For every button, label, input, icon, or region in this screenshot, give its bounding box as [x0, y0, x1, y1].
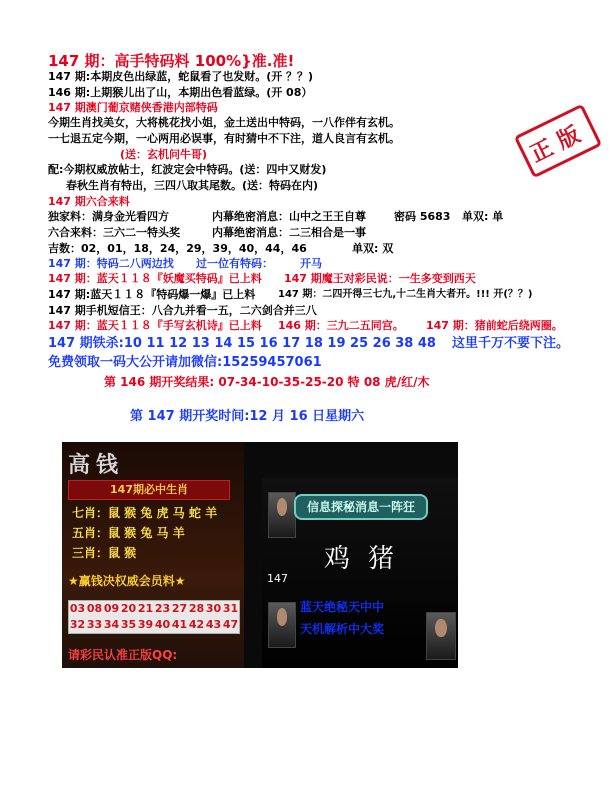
ribbon: 147期必中生肖: [68, 480, 230, 500]
text-line: 内幕绝密消息：二三相合是一事: [212, 226, 366, 239]
authentic-stamp: 正版: [514, 104, 602, 179]
text-line: 单双: 双: [352, 242, 394, 255]
text-line: 吉数：02，01，18，24，29，39，40，44，46: [48, 242, 307, 255]
qq-text: 请彩民认准正版QQ:: [68, 648, 178, 662]
number-cell: 34: [103, 618, 120, 631]
text-line: 146 期：三九二五同宫。: [278, 319, 404, 332]
number-cell: 39: [137, 618, 154, 631]
text-line: 开马: [300, 257, 322, 270]
number-cell: 28: [188, 602, 205, 615]
text-line: 147 期魔王对彩民说：一生多变到西天: [284, 272, 476, 285]
text-line: 第 147 期开奖时间:12 月 16 日星期六: [130, 409, 365, 424]
number-cell: 32: [69, 618, 86, 631]
text-line: 147 期铁杀:10 11 12 13 14 15 16 17 18 19 25 26 38 48: [48, 336, 436, 351]
left-title: 高钱: [68, 453, 125, 478]
text-line: 密码 5683: [394, 210, 451, 223]
zodiac-row: 七肖：鼠 猴 兔 虎 马 蛇 羊: [72, 506, 218, 520]
number-cell: 23: [154, 602, 171, 615]
number-cell: 42: [188, 618, 205, 631]
text-line: 今期生肖找美女，大将桃花找小姐，金土送出中特码，一八作伴有玄机。: [48, 116, 400, 129]
number-cell: 31: [222, 602, 239, 615]
number-cell: 30: [205, 602, 222, 615]
number-cell: 27: [171, 602, 188, 615]
text-line: 147 期：蓝天１１８『手写玄机诗』已上料: [48, 319, 262, 332]
number-cell: 09: [103, 602, 120, 615]
text-line: 过一位有特码：: [196, 257, 273, 270]
right-banner: 信息探秘消息一阵狂: [294, 494, 428, 520]
number-grid: [68, 600, 240, 634]
portrait: [268, 602, 296, 648]
text-line: 147 期：蓝天１１８『妖魔买特码』已上料: [48, 272, 262, 285]
text-line: (送：玄机问牛哥): [120, 148, 208, 161]
text-line: 独家料：满身金光看四方: [48, 210, 169, 223]
text-line: 内幕绝密消息：山中之王王自尊: [212, 210, 366, 223]
poem-line: 蓝天绝秘天中中: [300, 600, 385, 614]
zodiac-row: 三肖：鼠 猴: [72, 546, 137, 560]
number-cell: 03: [69, 602, 86, 615]
text-line: 六合来料：三六二一特头奖: [48, 226, 180, 239]
text-line: 147 期:蓝天１１８『特码爆一爆』已上料: [48, 288, 256, 301]
zodiac-row: 五肖：鼠 猴 兔 马 羊: [72, 526, 185, 540]
number-cell: 20: [120, 602, 137, 615]
left-panel: [62, 442, 244, 668]
poem-line: 天机解析中大奖: [300, 622, 385, 636]
issue-number: 147: [267, 572, 288, 585]
portrait: [426, 612, 456, 660]
number-cell: 43: [205, 618, 222, 631]
number-cell: 35: [120, 618, 137, 631]
text-line: 单双: 单: [462, 210, 504, 223]
text-line: 147 期：猪前蛇后绕两圈。: [426, 319, 563, 332]
number-cell: 41: [171, 618, 188, 631]
member-banner: ★赢钱决权威会员料★: [68, 574, 186, 588]
text-line: 147 期手机短信王：八合九并看一五，二六剑合并三八: [48, 304, 317, 317]
section-heading: 147 期六合来料: [48, 195, 130, 208]
page-title: 147 期：高手特码料 100%}准.准!: [48, 52, 295, 70]
number-cell: 47: [222, 618, 239, 631]
text-line: 配:今期权威放帖士，红波定会中特码。(送：四中又财发): [48, 163, 327, 176]
text-line: 免费领取一码大公开请加微信:15259457061: [48, 355, 322, 370]
zodiac-pick: 鸡猪: [324, 544, 413, 574]
text-line: 第 146 期开奖结果: 07-34-10-35-25-20 特 08 虎/红/木: [104, 375, 430, 389]
number-cell: 21: [137, 602, 154, 615]
text-line: 春秋生肖有特出，三四八取其尾数。(送：特码在内): [66, 179, 319, 192]
text-line: 147 期：二四开得三七九,十二生肖大者开。!!! 开(？？): [278, 289, 533, 300]
text-line: 146 期:上期猴儿出了山，本期出色看蓝绿。(开 08）: [48, 86, 313, 99]
section-heading: 147 期澳门葡京赌侠香港内部特码: [48, 101, 218, 114]
promo-image: [62, 442, 458, 668]
text-line: 一七退五定今期，一心两用必误事，有时猜中不下注，道人良言有玄机。: [48, 132, 400, 145]
text-line: 147 期:本期皮色出绿蓝，蛇鼠看了也发财。(开 ？？): [48, 70, 314, 83]
text-line: 147 期：特码二八两边找: [48, 257, 174, 270]
text-line: 这里千万不要下注。: [452, 336, 570, 351]
portrait: [268, 492, 296, 538]
number-cell: 08: [86, 602, 103, 615]
number-cell: 40: [154, 618, 171, 631]
number-cell: 33: [86, 618, 103, 631]
